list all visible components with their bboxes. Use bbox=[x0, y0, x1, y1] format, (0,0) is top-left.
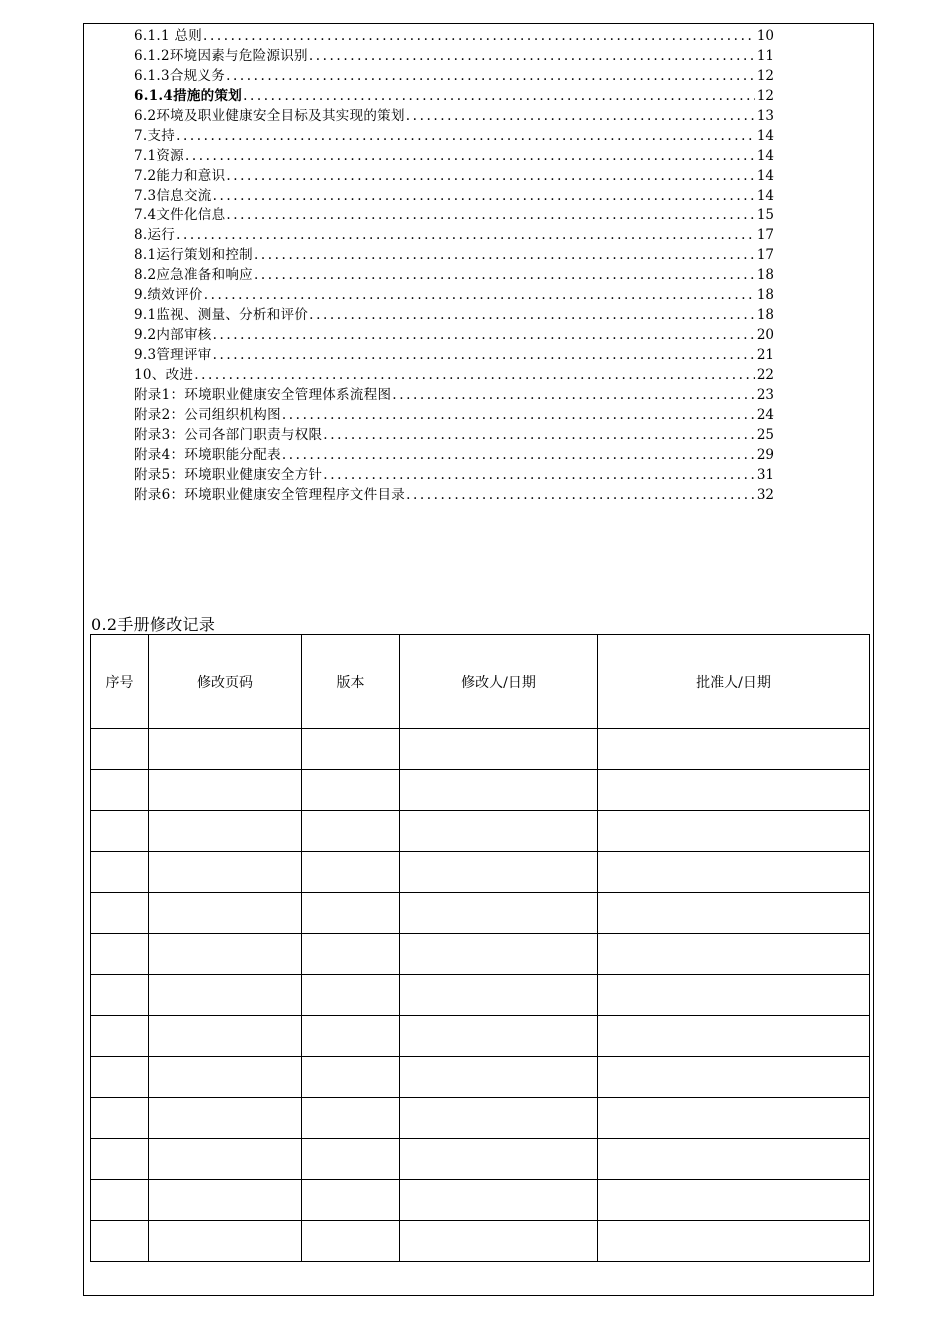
toc-entry[interactable] bbox=[134, 147, 774, 167]
table-cell[interactable] bbox=[598, 1139, 870, 1180]
toc-entry-page-number: 13 bbox=[756, 107, 774, 124]
toc-entry-page-number: 17 bbox=[756, 227, 774, 244]
toc-entry[interactable] bbox=[134, 107, 774, 127]
table-cell[interactable] bbox=[302, 1098, 400, 1139]
table-cell[interactable] bbox=[302, 770, 400, 811]
toc-entry-title: 9.绩效评价 bbox=[134, 287, 203, 304]
toc-dot-leader bbox=[175, 226, 755, 246]
toc-dot-leader bbox=[212, 187, 755, 207]
toc-entry[interactable] bbox=[134, 466, 774, 486]
toc-entry-title: 附录6：环境职业健康安全管理程序文件目录 bbox=[134, 486, 406, 503]
table-cell[interactable] bbox=[91, 893, 149, 934]
toc-entry-title: 6.1.2环境因素与危险源识别 bbox=[134, 47, 308, 64]
table-row bbox=[91, 1098, 870, 1139]
toc-entry-title: 9.2内部审核 bbox=[134, 327, 212, 344]
toc-entry[interactable] bbox=[134, 226, 774, 246]
toc-entry-page-number: 14 bbox=[756, 127, 774, 144]
table-row bbox=[91, 729, 870, 770]
toc-dot-leader bbox=[203, 286, 755, 306]
table-cell[interactable] bbox=[91, 1098, 149, 1139]
toc-entry-title: 7.支持 bbox=[134, 127, 176, 144]
table-cell[interactable] bbox=[598, 975, 870, 1016]
toc-dot-leader bbox=[308, 47, 755, 67]
table-cell[interactable] bbox=[149, 893, 302, 934]
toc-entry[interactable] bbox=[134, 246, 774, 266]
toc-entry[interactable] bbox=[134, 47, 774, 67]
toc-entry[interactable] bbox=[134, 27, 774, 47]
table-cell[interactable] bbox=[302, 1139, 400, 1180]
toc-entry-title: 9.3管理评审 bbox=[134, 347, 212, 363]
table-cell[interactable] bbox=[302, 934, 400, 975]
table-cell[interactable] bbox=[149, 770, 302, 811]
toc-entry[interactable] bbox=[134, 446, 774, 466]
toc-entry-title: 8.2应急准备和响应 bbox=[134, 267, 253, 284]
table-cell[interactable] bbox=[149, 1098, 302, 1139]
table-cell[interactable] bbox=[598, 1221, 870, 1262]
table-cell[interactable] bbox=[400, 1139, 598, 1180]
toc-entry[interactable] bbox=[134, 87, 774, 107]
toc-entry-title: 附录2：公司组织机构图 bbox=[134, 406, 281, 423]
toc-entry[interactable] bbox=[134, 127, 774, 147]
toc-dot-leader bbox=[322, 466, 755, 486]
toc-entry[interactable] bbox=[134, 286, 774, 306]
table-cell[interactable] bbox=[400, 1098, 598, 1139]
table-cell[interactable] bbox=[400, 1057, 598, 1098]
toc-entry[interactable] bbox=[134, 187, 774, 207]
toc-dot-leader bbox=[253, 246, 755, 266]
toc-entry-page-number: 15 bbox=[756, 207, 774, 224]
toc-entry-title: 7.2能力和意识 bbox=[134, 167, 226, 184]
table-row bbox=[91, 975, 870, 1016]
toc-entry-page-number: 31 bbox=[756, 466, 774, 483]
table-cell[interactable] bbox=[302, 893, 400, 934]
toc-dot-leader bbox=[225, 67, 755, 87]
table-cell[interactable] bbox=[598, 770, 870, 811]
table-cell[interactable] bbox=[91, 1139, 149, 1180]
table-cell[interactable] bbox=[149, 1057, 302, 1098]
toc-dot-leader bbox=[281, 446, 755, 466]
toc-entry-title: 7.1资源 bbox=[134, 147, 184, 164]
table-cell[interactable] bbox=[91, 975, 149, 1016]
table-row bbox=[91, 893, 870, 934]
toc-entry[interactable] bbox=[134, 206, 774, 226]
toc-entry[interactable] bbox=[134, 366, 774, 386]
toc-entry-page-number: 22 bbox=[756, 366, 774, 383]
table-row bbox=[91, 852, 870, 893]
toc-entry-title: 附录5：环境职业健康安全方针 bbox=[134, 466, 323, 483]
column-header-approver-date: 批准人/日期 bbox=[598, 635, 870, 729]
table-cell[interactable] bbox=[149, 811, 302, 852]
table-cell[interactable] bbox=[302, 1221, 400, 1262]
toc-entry-title: 10、改进 bbox=[134, 366, 194, 383]
table-cell[interactable] bbox=[149, 934, 302, 975]
table-cell[interactable] bbox=[302, 1057, 400, 1098]
toc-entry-title: 6.1.4措施的策划 bbox=[134, 87, 243, 104]
toc-dot-leader bbox=[225, 206, 754, 226]
toc-entry-page-number: 11 bbox=[756, 47, 774, 64]
table-cell[interactable] bbox=[91, 811, 149, 852]
table-cell[interactable] bbox=[400, 893, 598, 934]
table-cell[interactable] bbox=[598, 1180, 870, 1221]
table-cell[interactable] bbox=[302, 1016, 400, 1057]
column-header-version: 版本 bbox=[302, 635, 400, 729]
table-cell[interactable] bbox=[91, 1057, 149, 1098]
toc-entry[interactable] bbox=[134, 486, 774, 506]
toc-entry-page-number: 18 bbox=[756, 287, 774, 304]
table-cell[interactable] bbox=[302, 729, 400, 770]
toc-entry-page-number: 12 bbox=[756, 87, 774, 104]
table-cell[interactable] bbox=[149, 1016, 302, 1057]
table-cell[interactable] bbox=[598, 852, 870, 893]
toc-entry[interactable] bbox=[134, 306, 774, 326]
toc-entry-title: 7.3信息交流 bbox=[134, 187, 212, 204]
table-row bbox=[91, 1057, 870, 1098]
toc-entry-page-number: 17 bbox=[756, 247, 774, 264]
table-row bbox=[91, 1221, 870, 1262]
column-header-modified-pages: 修改页码 bbox=[149, 635, 302, 729]
toc-entry-title: 附录3：公司各部门职责与权限 bbox=[134, 426, 323, 443]
table-cell[interactable] bbox=[598, 811, 870, 852]
toc-entry-page-number: 24 bbox=[756, 406, 774, 423]
toc-dot-leader bbox=[242, 87, 755, 107]
table-cell[interactable] bbox=[400, 770, 598, 811]
toc-entry[interactable] bbox=[134, 406, 774, 426]
toc-entry-title: 6.1.3合规义务 bbox=[134, 67, 226, 84]
table-cell[interactable] bbox=[598, 1057, 870, 1098]
table-cell[interactable] bbox=[598, 1098, 870, 1139]
toc-entry-title: 8.1运行策划和控制 bbox=[134, 247, 253, 264]
toc-dot-leader bbox=[184, 147, 755, 167]
toc-entry[interactable] bbox=[134, 266, 774, 286]
toc-entry-title: 附录1：环境职业健康安全管理体系流程图 bbox=[134, 386, 392, 403]
toc-dot-leader bbox=[225, 167, 754, 187]
table-cell[interactable] bbox=[149, 852, 302, 893]
toc-entry[interactable] bbox=[134, 167, 774, 187]
toc-dot-leader bbox=[212, 346, 755, 366]
toc-dot-leader bbox=[308, 306, 755, 326]
toc-entry-page-number: 18 bbox=[756, 307, 774, 324]
toc-entry-page-number: 25 bbox=[756, 426, 774, 443]
table-row bbox=[91, 770, 870, 811]
toc-dot-leader bbox=[281, 406, 755, 426]
table-cell[interactable] bbox=[91, 770, 149, 811]
table-cell[interactable] bbox=[91, 934, 149, 975]
toc-entry-page-number: 14 bbox=[756, 167, 774, 184]
table-cell[interactable] bbox=[91, 1221, 149, 1262]
toc-entry-page-number: 14 bbox=[756, 147, 774, 164]
table-cell[interactable] bbox=[302, 811, 400, 852]
toc-dot-leader bbox=[175, 127, 755, 147]
toc-dot-leader bbox=[405, 486, 755, 506]
toc-entry[interactable] bbox=[134, 326, 774, 346]
table-cell[interactable] bbox=[400, 934, 598, 975]
toc-entry-page-number: 12 bbox=[756, 67, 774, 84]
table-cell[interactable] bbox=[149, 1180, 302, 1221]
toc-entry[interactable] bbox=[134, 426, 774, 446]
table-cell[interactable] bbox=[91, 1180, 149, 1221]
table-cell[interactable] bbox=[149, 729, 302, 770]
toc-entry-title: 7.4文件化信息 bbox=[134, 207, 226, 224]
table-row bbox=[91, 1180, 870, 1221]
revision-table-header-row bbox=[91, 635, 870, 729]
toc-entry-title: 6.1.1 总则 bbox=[134, 28, 203, 44]
toc-entry-page-number: 23 bbox=[756, 386, 774, 403]
toc-dot-leader bbox=[322, 426, 755, 446]
table-cell[interactable] bbox=[400, 975, 598, 1016]
toc-dot-leader bbox=[405, 107, 755, 127]
toc-entry[interactable] bbox=[134, 386, 774, 406]
table-cell[interactable] bbox=[400, 852, 598, 893]
toc-entry-page-number: 14 bbox=[756, 187, 774, 204]
table-row bbox=[91, 1016, 870, 1057]
toc-entry[interactable] bbox=[134, 67, 774, 87]
column-header-serial-number: 序号 bbox=[91, 635, 149, 729]
table-row bbox=[91, 1139, 870, 1180]
table-cell[interactable] bbox=[149, 1221, 302, 1262]
table-cell[interactable] bbox=[302, 852, 400, 893]
table-cell[interactable] bbox=[598, 729, 870, 770]
toc-dot-leader bbox=[391, 386, 755, 406]
table-cell[interactable] bbox=[400, 1221, 598, 1262]
table-cell[interactable] bbox=[302, 975, 400, 1016]
toc-dot-leader bbox=[193, 366, 755, 386]
table-cell[interactable] bbox=[400, 1180, 598, 1221]
revision-record-heading: 0.2手册修改记录 bbox=[91, 615, 216, 634]
toc-entry-page-number: 10 bbox=[756, 28, 774, 44]
table-cell[interactable] bbox=[149, 1139, 302, 1180]
table-cell[interactable] bbox=[302, 1180, 400, 1221]
table-row bbox=[91, 934, 870, 975]
revision-record-table bbox=[90, 634, 870, 1262]
table-cell[interactable] bbox=[598, 1016, 870, 1057]
toc-entry-title: 8.运行 bbox=[134, 227, 176, 244]
toc-entry-page-number: 32 bbox=[756, 486, 774, 503]
table-cell[interactable] bbox=[400, 1016, 598, 1057]
toc-entry-title: 9.1监视、测量、分析和评价 bbox=[134, 307, 309, 324]
toc-entry-title: 附录4：环境职能分配表 bbox=[134, 446, 281, 463]
toc-entry[interactable] bbox=[134, 346, 774, 366]
table-of-contents bbox=[134, 27, 774, 506]
toc-entry-page-number: 20 bbox=[756, 327, 774, 344]
toc-dot-leader bbox=[202, 27, 755, 47]
toc-entry-page-number: 18 bbox=[756, 267, 774, 284]
table-row bbox=[91, 811, 870, 852]
table-cell[interactable] bbox=[598, 893, 870, 934]
table-cell[interactable] bbox=[91, 729, 149, 770]
table-cell[interactable] bbox=[91, 1016, 149, 1057]
toc-entry-page-number: 29 bbox=[756, 446, 774, 463]
toc-entry-title: 6.2环境及职业健康安全目标及其实现的策划 bbox=[134, 107, 405, 124]
table-cell[interactable] bbox=[400, 729, 598, 770]
table-cell[interactable] bbox=[149, 975, 302, 1016]
toc-dot-leader bbox=[212, 326, 755, 346]
table-cell[interactable] bbox=[598, 934, 870, 975]
toc-dot-leader bbox=[253, 266, 755, 286]
table-cell[interactable] bbox=[91, 852, 149, 893]
toc-entry-page-number: 21 bbox=[756, 347, 774, 363]
table-cell[interactable] bbox=[400, 811, 598, 852]
column-header-modifier-date: 修改人/日期 bbox=[400, 635, 598, 729]
